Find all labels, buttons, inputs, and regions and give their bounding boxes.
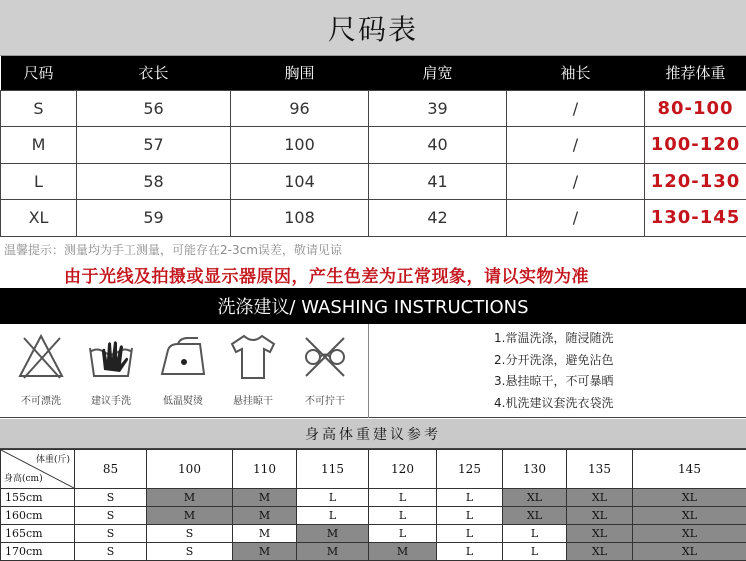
- size-suggestion-cell: M: [233, 543, 297, 561]
- size-suggestion-cell: M: [369, 543, 437, 561]
- size-suggestion-cell: XL: [503, 507, 567, 525]
- weight-cell: 100-120: [645, 127, 746, 164]
- care-item: [218, 330, 288, 407]
- care-item: [6, 330, 76, 407]
- corner-weight-label: 体重(斤): [36, 452, 70, 465]
- size-cell: L: [1, 163, 77, 200]
- weight-header: 130: [503, 450, 567, 489]
- corner-height-label: 身高(cm): [4, 471, 43, 484]
- size-suggestion-cell: L: [437, 543, 503, 561]
- table-row: [1, 163, 746, 200]
- size-suggestion-cell: M: [233, 507, 297, 525]
- care-label: 不可拧干: [290, 392, 360, 407]
- height-cell: 160cm: [1, 507, 75, 525]
- divider: [368, 324, 369, 418]
- care-label: 不可漂洗: [6, 392, 76, 407]
- size-suggestion-cell: M: [147, 507, 233, 525]
- size-suggestion-cell: L: [437, 507, 503, 525]
- washing-title-bar: [0, 288, 746, 324]
- size-suggestion-cell: XL: [503, 489, 567, 507]
- size-suggestion-cell: L: [437, 525, 503, 543]
- care-label: 悬挂晾干: [218, 392, 288, 407]
- instruction-item: 2.分开洗涤，避免沾色: [494, 350, 613, 372]
- low-iron-icon: [156, 330, 210, 384]
- chest-cell: 100: [231, 127, 369, 164]
- weight-header: 100: [147, 450, 233, 489]
- size-table: [0, 56, 746, 237]
- size-suggestion-cell: S: [75, 489, 147, 507]
- table-row: [1, 489, 746, 507]
- weight-header: 115: [297, 450, 369, 489]
- sleeve-cell: /: [507, 90, 645, 127]
- size-suggestion-cell: M: [233, 525, 297, 543]
- header-chest: 胸围: [231, 56, 369, 90]
- size-suggestion-cell: XL: [567, 525, 633, 543]
- measure-tip: 温馨提示：测量均为手工测量，可能存在2-3cm误差，敬请见谅: [4, 241, 342, 258]
- size-suggestion-cell: L: [297, 489, 369, 507]
- care-label: 建议手洗: [76, 392, 146, 407]
- size-suggestion-cell: M: [297, 543, 369, 561]
- size-suggestion-cell: XL: [633, 489, 746, 507]
- size-suggestion-cell: L: [369, 507, 437, 525]
- weight-cell: 120-130: [645, 163, 746, 200]
- size-suggestion-cell: M: [233, 489, 297, 507]
- table-row: [1, 525, 746, 543]
- reference-title: 身高体重建议参考: [305, 424, 441, 444]
- shoulder-cell: 42: [369, 200, 507, 237]
- size-suggestion-cell: L: [369, 489, 437, 507]
- instruction-item: 3.悬挂晾干，不可暴晒: [494, 371, 613, 393]
- length-cell: 57: [77, 127, 231, 164]
- weight-header: 120: [369, 450, 437, 489]
- size-cell: XL: [1, 200, 77, 237]
- weight-header: 110: [233, 450, 297, 489]
- weight-cell: 130-145: [645, 200, 746, 237]
- size-suggestion-cell: S: [75, 543, 147, 561]
- length-cell: 58: [77, 163, 231, 200]
- weight-header: 85: [75, 450, 147, 489]
- hang-dry-icon: [226, 330, 280, 384]
- hand-wash-icon: [84, 330, 138, 384]
- header-sleeve: 袖长: [507, 56, 645, 90]
- weight-cell: 80-100: [645, 90, 746, 127]
- instruction-item: 1.常温洗涤，随浸随洗: [494, 328, 613, 350]
- size-suggestion-cell: XL: [633, 507, 746, 525]
- height-cell: 165cm: [1, 525, 75, 543]
- reference-header-row: [1, 450, 746, 489]
- sleeve-cell: /: [507, 200, 645, 237]
- sleeve-cell: /: [507, 163, 645, 200]
- color-notice: 由于光线及拍摄或显示器原因，产生色差为正常现象，请以实物为准: [64, 262, 589, 287]
- size-suggestion-cell: L: [503, 543, 567, 561]
- no-bleach-icon: [14, 330, 68, 384]
- size-suggestion-cell: XL: [633, 525, 746, 543]
- care-item: [290, 330, 360, 407]
- length-cell: 59: [77, 200, 231, 237]
- chest-cell: 108: [231, 200, 369, 237]
- sleeve-cell: /: [507, 127, 645, 164]
- corner-cell: [1, 450, 75, 489]
- table-row: [1, 90, 746, 127]
- instruction-item: 4.机洗建议套洗衣袋洗: [494, 393, 613, 415]
- size-suggestion-cell: XL: [567, 507, 633, 525]
- washing-section: [0, 324, 746, 418]
- size-suggestion-cell: L: [369, 525, 437, 543]
- shoulder-cell: 39: [369, 90, 507, 127]
- header-size: 尺码: [1, 56, 77, 90]
- shoulder-cell: 41: [369, 163, 507, 200]
- weight-header: 145: [633, 450, 746, 489]
- size-suggestion-cell: XL: [567, 489, 633, 507]
- size-suggestion-cell: XL: [633, 543, 746, 561]
- size-suggestion-cell: XL: [567, 543, 633, 561]
- header-shoulder: 肩宽: [369, 56, 507, 90]
- size-suggestion-cell: L: [437, 489, 503, 507]
- washing-instructions: [494, 328, 613, 414]
- size-table-header: [1, 56, 746, 90]
- size-suggestion-cell: S: [75, 525, 147, 543]
- reference-title-bar: [0, 419, 746, 449]
- weight-header: 125: [437, 450, 503, 489]
- table-row: [1, 127, 746, 164]
- page-title: 尺码表: [328, 8, 418, 48]
- table-row: [1, 507, 746, 525]
- care-item: [148, 330, 218, 407]
- care-label: 低温熨烫: [148, 392, 218, 407]
- size-suggestion-cell: M: [297, 525, 369, 543]
- header-weight: 推荐体重: [645, 56, 746, 90]
- size-suggestion-cell: S: [75, 507, 147, 525]
- reference-table: [0, 449, 746, 561]
- weight-header: 135: [567, 450, 633, 489]
- chest-cell: 96: [231, 90, 369, 127]
- table-row: [1, 200, 746, 237]
- care-item: [76, 330, 146, 407]
- table-row: [1, 543, 746, 561]
- height-cell: 155cm: [1, 489, 75, 507]
- no-wring-icon: [298, 330, 352, 384]
- height-cell: 170cm: [1, 543, 75, 561]
- header-length: 衣长: [77, 56, 231, 90]
- size-cell: M: [1, 127, 77, 164]
- size-suggestion-cell: M: [147, 489, 233, 507]
- size-suggestion-cell: S: [147, 543, 233, 561]
- length-cell: 56: [77, 90, 231, 127]
- washing-title: 洗涤建议/ WASHING INSTRUCTIONS: [217, 293, 528, 319]
- size-suggestion-cell: S: [147, 525, 233, 543]
- size-suggestion-cell: L: [297, 507, 369, 525]
- size-cell: S: [1, 90, 77, 127]
- shoulder-cell: 40: [369, 127, 507, 164]
- size-suggestion-cell: L: [503, 525, 567, 543]
- chest-cell: 104: [231, 163, 369, 200]
- title-bar: [0, 0, 746, 56]
